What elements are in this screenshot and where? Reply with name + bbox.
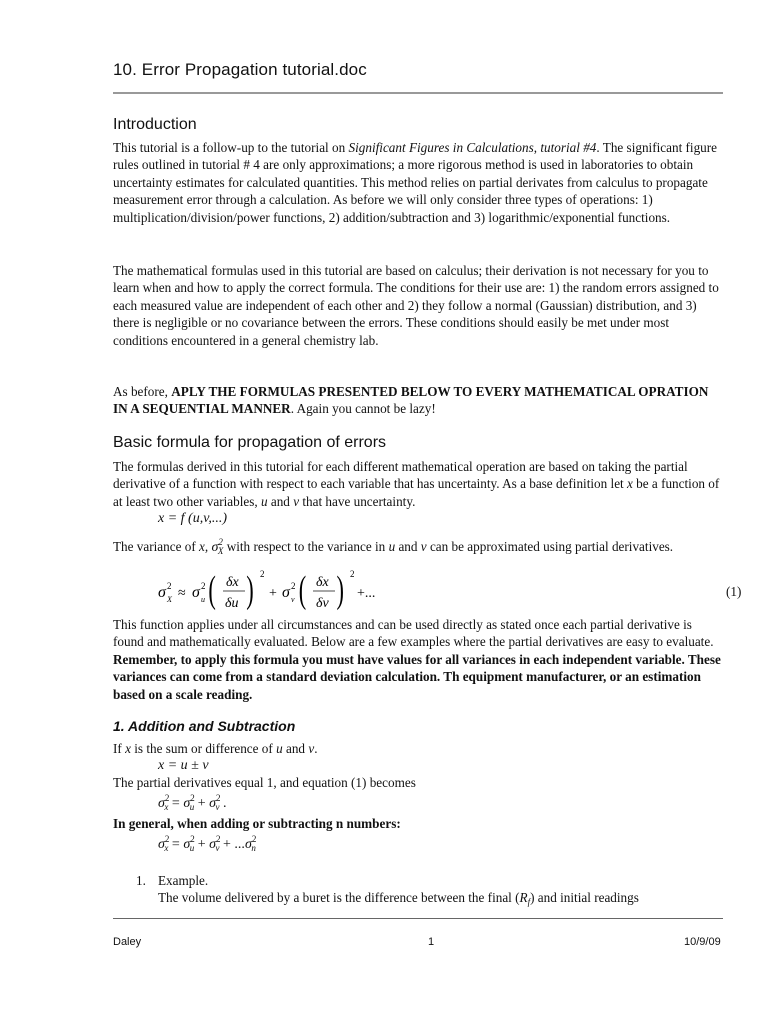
svg-text:): ) [336,567,344,611]
svg-text:δv: δv [316,596,329,611]
svg-text:u: u [201,595,205,604]
footer-author: Daley [113,936,142,948]
n-number-variance-equation: $\sigma^2_x = \sigma^2_u + \sigma^2_v + ...\sigma^2_n$ [158,834,257,853]
svg-text:δx: δx [226,575,239,590]
svg-text:≈: ≈ [178,586,186,601]
example-label: Example. [158,873,209,888]
sum-variance-equation: $\sigma^2_x = \sigma^2_u + \sigma^2_v$ . [158,793,227,812]
svg-text:2: 2 [291,581,296,591]
sum-equation: x = u ± v [158,758,209,773]
svg-text:2: 2 [260,569,265,579]
svg-text:X: X [167,595,172,604]
example-text: The volume delivered by a buret is the difference between the final $(R_f)$ and initial readings [158,890,639,907]
svg-text:(: ( [298,567,307,611]
footer-page-number: 1 [428,936,435,948]
example-number: 1. [136,873,146,888]
svg-text:+...: +... [357,586,376,601]
svg-text:(: ( [208,567,216,611]
addition-paragraph-1: If x is the sum or difference of u and v. [113,741,318,756]
svg-text:δu: δu [225,596,239,611]
svg-text:v: v [291,595,295,604]
document-title: 10. Error Propagation tutorial.doc [113,60,367,79]
footer-divider [113,918,723,919]
svg-text:2: 2 [350,569,355,579]
intro-paragraph-3: As before, APLY THE FORMULAS PRESENTED BELOW TO EVERY MATHEMATICAL OPRATION IN A SEQUENTIAL MANNER. Again you cannot be lazy! [113,384,709,417]
addition-paragraph-3: In general, when adding or subtracting n numbers: [113,816,401,831]
svg-text:2: 2 [201,581,206,591]
svg-text:): ) [246,567,254,611]
svg-text:δx: δx [316,575,329,590]
introduction-heading: Introduction [113,116,197,133]
title-divider [113,92,723,94]
function-definition-equation: x = f (u,v,...) [158,511,228,526]
equation-number: (1) [726,584,742,599]
basic-formula-heading: Basic formula for propagation of errors [113,434,387,451]
intro-paragraph-2: The mathematical formulas used in this tutorial are based on calculus; their derivation is not necessary for you to learn when and how to apply the correct formula. The conditions for their use are: 1) the random errors assigned to each measured value are independent of each other and 2) they follow a normal (Gaussian) distribution, and 3) there is negligible or no covariance between the errors. These conditions should easily be met under most conditions encountered in a general chemistry lab. [113,263,719,348]
svg-text:σ: σ [192,584,200,601]
basic-paragraph-3: This function applies under all circumstances and can be used directly as stated once each partial derivative is found and mathematically evaluated. Below are a few examples where the partial derivatives are easy to evaluate. Remember, to apply this formula you must have values for all variances in each independent variable. These variances can come from a standard deviation calculation. Th equipment manufacturer, or an estimation based on a scale reading. [113,617,721,702]
svg-text:σ: σ [282,584,290,601]
svg-text:2: 2 [167,581,172,591]
sigma-x-squared: $\sigma^2_X$ [211,537,224,556]
footer-date: 10/9/09 [684,936,721,948]
svg-text:σ: σ [158,584,166,601]
svg-text:+: + [269,586,277,601]
basic-paragraph-1: The formulas derived in this tutorial for each different mathematical operation are based on taking the partial derivative of a function with respect to each variable that has uncertainty. As a base definition let x be a function of at least two other variables, u and v that have uncertainty. [113,459,720,509]
addition-paragraph-2: The partial derivatives equal 1, and equation (1) becomes [113,775,416,790]
intro-paragraph-1: This tutorial is a follow-up to the tutorial on Significant Figures in Calculations, tutorial #4. The significant figure rules outlined in tutorial # 4 are only approximations; a more rigorous method is used in laboratories to obtain uncertainty estimates for calculated quantities. This method relies on partial derivates from calculus to propagate measurement error through a calculation. As before we will only consider three types of operations: 1) multiplication/division/power functions, 2) addition/subtraction and 3) logarithmic/exponential functions. [113,140,718,225]
variance-propagation-equation [158,566,378,618]
addition-subtraction-heading: 1. Addition and Subtraction [113,718,296,734]
basic-paragraph-2: The variance of x, $\sigma^2_X$ with respect to the variance in u and v can be approximated using partial derivatives. [113,537,674,556]
